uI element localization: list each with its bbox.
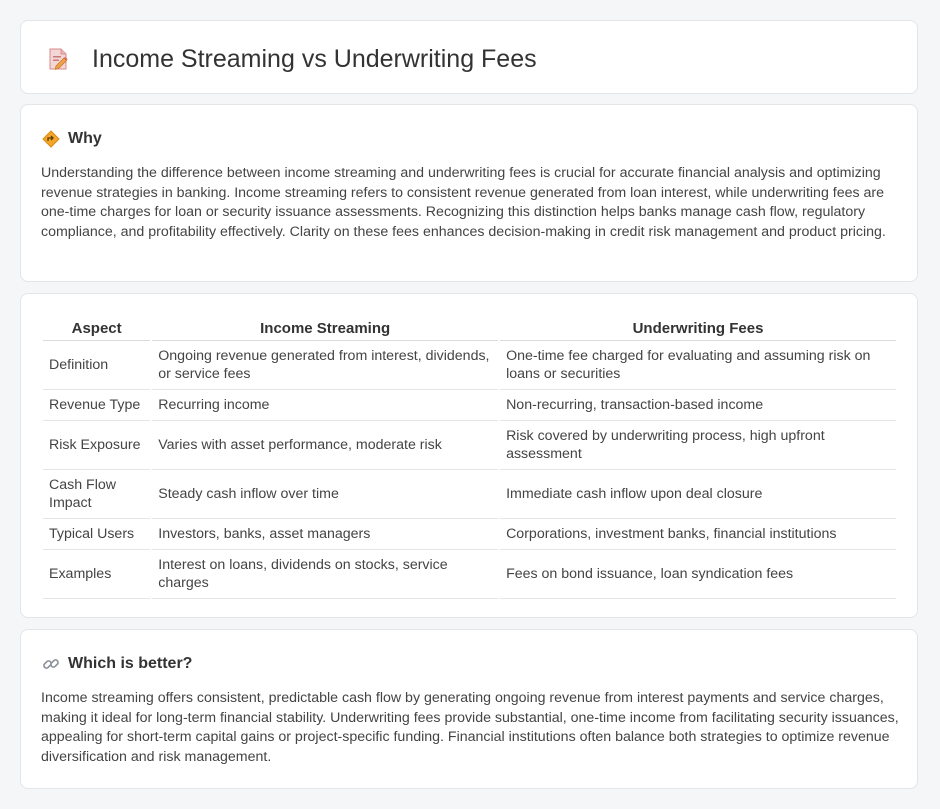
- document-pencil-icon: [47, 47, 69, 71]
- header-underwriting-fees: Underwriting Fees: [500, 314, 896, 341]
- table-cell: Corporations, investment banks, financial institutions: [500, 519, 896, 550]
- table-row: [43, 421, 896, 470]
- table-cell: Steady cash inflow over time: [152, 470, 498, 519]
- table-row: [43, 470, 896, 519]
- table-cell: Non-recurring, transaction-based income: [500, 390, 896, 421]
- link-icon: [42, 655, 60, 673]
- table-cell: Varies with asset performance, moderate risk: [152, 421, 498, 470]
- table-row: [43, 390, 896, 421]
- table-cell: One-time fee charged for evaluating and assuming risk on loans or securities: [500, 341, 896, 390]
- better-heading-label: Which is better?: [68, 655, 193, 672]
- table-cell: Cash Flow Impact: [43, 470, 150, 519]
- table-cell: Revenue Type: [43, 390, 150, 421]
- why-section: [20, 104, 918, 282]
- table-cell: Definition: [43, 341, 150, 390]
- page-title: Income Streaming vs Underwriting Fees: [92, 45, 537, 73]
- comparison-table-card: [20, 293, 918, 618]
- diamond-directions-icon: [42, 130, 60, 148]
- table-cell: Risk covered by underwriting process, high upfront assessment: [500, 421, 896, 470]
- header-income-streaming: Income Streaming: [152, 314, 498, 341]
- table-cell: Investors, banks, asset managers: [152, 519, 498, 550]
- better-paragraph: Income streaming offers consistent, predictable cash flow by generating ongoing revenue from interest payments and service charges, making it ideal for long-term financial stability. Underwriting fees provide substantial, one-time income from facilitating security issuances, appealing for short-term capital gains or project-specific funding. Financial institutions often balance both strategies to optimize revenue diversification and risk management.: [41, 690, 899, 765]
- table-cell: Fees on bond issuance, loan syndication fees: [500, 550, 896, 599]
- table-cell: Immediate cash inflow upon deal closure: [500, 470, 896, 519]
- why-heading-label: Why: [68, 130, 102, 147]
- better-heading: [42, 654, 192, 674]
- table-row: [43, 550, 896, 599]
- table-cell: Ongoing revenue generated from interest, dividends, or service fees: [152, 341, 498, 390]
- table-header-row: [43, 314, 896, 341]
- comparison-table: [41, 314, 898, 599]
- table-row: [43, 341, 896, 390]
- table-cell: Risk Exposure: [43, 421, 150, 470]
- why-heading: [42, 129, 102, 149]
- table-cell: Typical Users: [43, 519, 150, 550]
- table-cell: Examples: [43, 550, 150, 599]
- table-row: [43, 519, 896, 550]
- table-cell: Recurring income: [152, 390, 498, 421]
- table-cell: Interest on loans, dividends on stocks, service charges: [152, 550, 498, 599]
- which-is-better-section: [20, 629, 918, 789]
- header-card: [20, 20, 918, 94]
- why-paragraph: Understanding the difference between income streaming and underwriting fees is crucial for accurate financial analysis and optimizing revenue strategies in banking. Income streaming refers to consistent revenue generated from loan interest, while underwriting fees are one-time charges for loan or security issuance assessments. Recognizing this distinction helps banks manage cash flow, regulatory compliance, and profitability effectively. Clarity on these fees enhances decision-making in credit risk management and product pricing.: [41, 165, 886, 240]
- header-aspect: Aspect: [43, 314, 150, 341]
